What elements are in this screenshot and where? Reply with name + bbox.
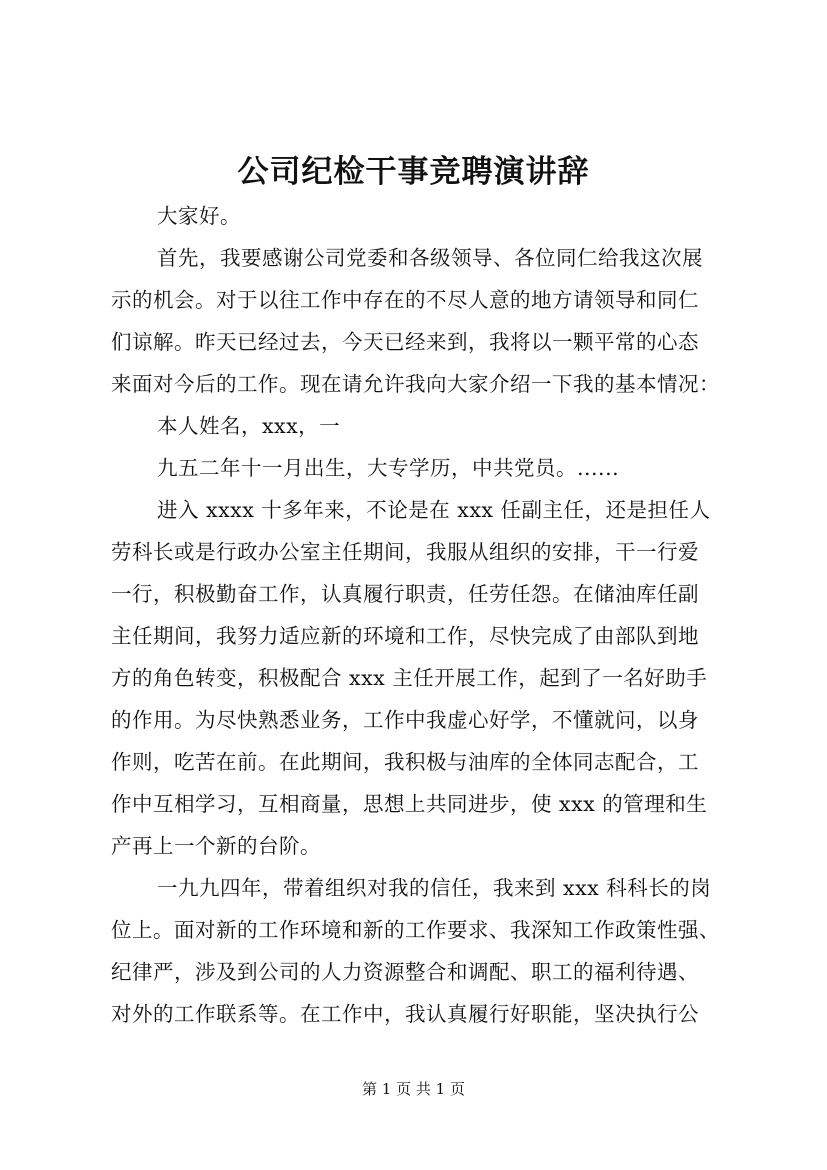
paragraph-line: 示的机会。对于以往工作中存在的不尽人意的地方请领导和同仁 xyxy=(111,288,699,312)
paragraph-line: 进入 xxxx 十多年来，不论是在 xxx 任副主任，还是担任人 xyxy=(157,498,711,522)
paragraph-line: 产再上一个新的台阶。 xyxy=(111,834,321,858)
paragraph-line: 一九九四年，带着组织对我的信任，我来到 xxx 科科长的岗 xyxy=(157,876,712,900)
paragraph-line: 九五二年十一月出生，大专学历，中共党员。...... xyxy=(157,456,620,480)
paragraph-line: 方的角色转变，积极配合 xxx 主任开展工作，起到了一名好助手 xyxy=(111,666,708,690)
paragraph-line: 一行，积极勤奋工作，认真履行职责，任劳任怨。在储油库任副 xyxy=(111,582,699,606)
paragraph-line: 位上。面对新的工作环境和新的工作要求、我深知工作政策性强、 xyxy=(111,918,720,942)
paragraph-line: 劳科长或是行政办公室主任期间，我服从组织的安排，干一行爱 xyxy=(111,540,699,564)
paragraph-line: 大家好。 xyxy=(157,204,241,228)
paragraph-line: 的作用。为尽快熟悉业务，工作中我虚心好学，不懂就问，以身 xyxy=(111,708,699,732)
document-title: 公司纪检干事竞聘演讲辞 xyxy=(237,154,590,190)
paragraph-line: 作中互相学习，互相商量，思想上共同进步，使 xxx 的管理和生 xyxy=(111,792,708,816)
paragraph-line: 纪律严，涉及到公司的人力资源整合和调配、职工的福利待遇、 xyxy=(111,960,699,984)
page-number-footer: 第 1 页 共 1 页 xyxy=(362,1080,465,1098)
paragraph-line: 对外的工作联系等。在工作中，我认真履行好职能，坚决执行公 xyxy=(111,1002,699,1026)
paragraph-line: 主任期间，我努力适应新的环境和工作，尽快完成了由部队到地 xyxy=(111,624,699,648)
paragraph-line: 们谅解。昨天已经过去，今天已经来到，我将以一颗平常的心态 xyxy=(111,330,699,354)
paragraph-line: 作则，吃苦在前。在此期间，我积极与油库的全体同志配合，工 xyxy=(111,750,699,774)
paragraph-line: 来面对今后的工作。现在请允许我向大家介绍一下我的基本情况： xyxy=(111,372,720,396)
paragraph-line: 本人姓名，xxx，一 xyxy=(157,414,341,438)
paragraph-line: 首先，我要感谢公司党委和各级领导、各位同仁给我这次展 xyxy=(157,246,703,270)
